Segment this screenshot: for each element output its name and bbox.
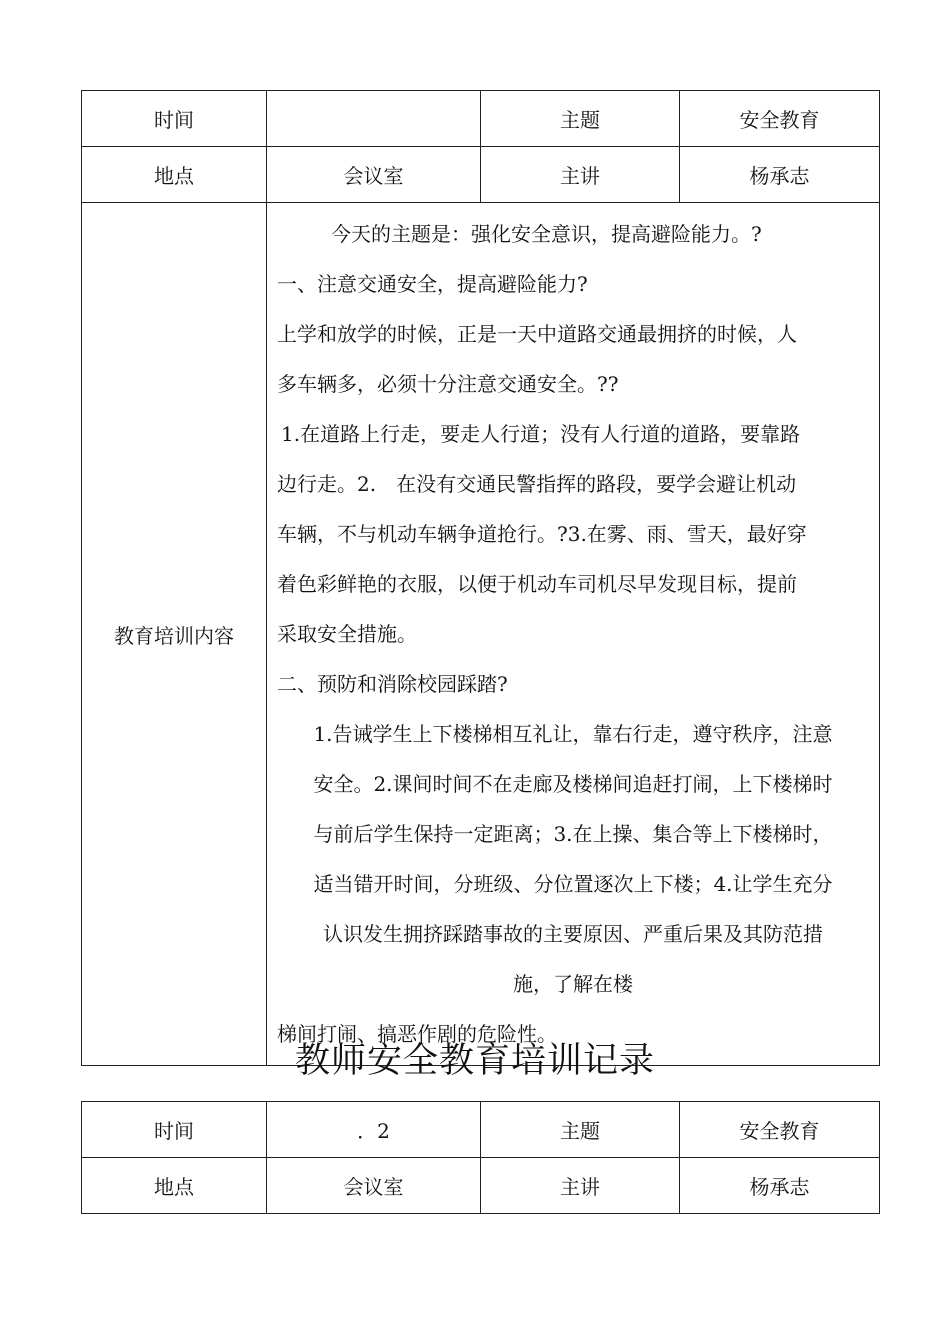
time-topic-row xyxy=(82,91,880,147)
section1-item-line-3: 车辆，不与机动车辆争道抢行。?3.在雾、雨、雪天，最好穿 xyxy=(277,522,807,546)
section2-line-6: 施，了解在楼 xyxy=(513,972,633,996)
section1-line-2: 多车辆多，必须十分注意交通安全。?? xyxy=(277,372,619,396)
section2-line-2: 安全。2.课间时间不在走廊及楼梯间追赶打闹，上下楼梯时 xyxy=(313,772,833,796)
location-label: 地点 xyxy=(82,147,267,203)
location-speaker-row xyxy=(82,147,880,203)
topic-value: 安全教育 xyxy=(680,1102,880,1158)
section1-item-line-2: 边行走。2. 在没有交通民警指挥的路段，要学会避让机动 xyxy=(277,472,797,496)
time-value xyxy=(267,91,481,147)
section1-line-1: 上学和放学的时候，正是一天中道路交通最拥挤的时候，人 xyxy=(277,322,797,346)
section1-item-line-4: 着色彩鲜艳的衣服，以便于机动车司机尽早发现目标，提前 xyxy=(277,572,797,596)
topic-value: 安全教育 xyxy=(680,91,880,147)
section1-title: 一、注意交通安全，提高避险能力? xyxy=(277,272,588,296)
speaker-label: 主讲 xyxy=(481,1158,680,1214)
section2-line-4: 适当错开时间，分班级、分位置逐次上下楼；4.让学生充分 xyxy=(313,872,833,896)
section2-line-5: 认识发生拥挤踩踏事故的主要原因、严重后果及其防范措 xyxy=(323,922,823,946)
location-value: 会议室 xyxy=(267,1158,481,1214)
time-label: 时间 xyxy=(82,1102,267,1158)
time-value: ．2 xyxy=(267,1102,481,1158)
location-value: 会议室 xyxy=(267,147,481,203)
location-label: 地点 xyxy=(82,1158,267,1214)
section2-line-1: 1.告诫学生上下楼梯相互礼让，靠右行走，遵守秩序，注意 xyxy=(313,722,833,746)
content-row xyxy=(82,203,880,1066)
section1-item-line-5: 采取安全措施。 xyxy=(277,622,417,646)
content-intro: 今天的主题是：强化安全意识，提高避险能力。? xyxy=(331,222,762,246)
topic-label: 主题 xyxy=(481,1102,680,1158)
document-title: 教师安全教育培训记录 xyxy=(294,1041,655,1081)
speaker-value: 杨承志 xyxy=(680,1158,880,1214)
speaker-label: 主讲 xyxy=(481,147,680,203)
training-record-table-2 xyxy=(81,1101,880,1214)
content-body xyxy=(267,203,880,1066)
section2-title: 二、预防和消除校园踩踏? xyxy=(277,672,508,696)
location-speaker-row xyxy=(82,1158,880,1214)
time-topic-row xyxy=(82,1102,880,1158)
time-label: 时间 xyxy=(82,91,267,147)
section1-item-line-1: 1.在道路上行走，要走人行道；没有人行道的道路，要靠路 xyxy=(281,422,801,446)
topic-label: 主题 xyxy=(481,91,680,147)
speaker-value: 杨承志 xyxy=(680,147,880,203)
training-record-table-1 xyxy=(81,90,880,1066)
content-label: 教育培训内容 xyxy=(82,203,267,1066)
section2-line-3: 与前后学生保持一定距离；3.在上操、集合等上下楼梯时， xyxy=(313,822,833,846)
section2-line-7: 梯间打闹、搞恶作剧的危险性。 xyxy=(277,1022,557,1046)
